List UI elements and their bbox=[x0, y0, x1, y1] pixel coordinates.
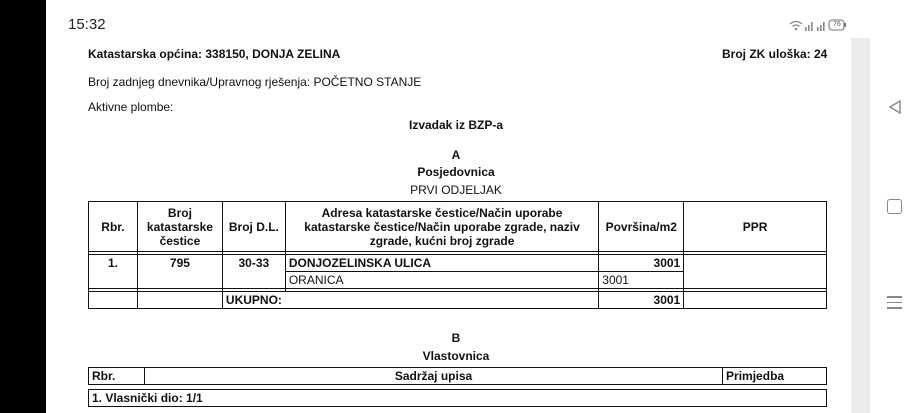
cell-cestica: 795 bbox=[137, 255, 222, 289]
dnevnik-line: Broj zadnjeg dnevnika/Upravnog rješenja: POČETNO STANJE bbox=[88, 75, 422, 89]
col-povrsina: Površina/m2 bbox=[599, 202, 684, 252]
section-b-letter: B bbox=[451, 331, 461, 345]
section-b-title: Vlastovnica bbox=[422, 349, 490, 363]
aktivne-plombe: Aktivne plombe: bbox=[88, 100, 174, 114]
document-view[interactable] bbox=[46, 38, 851, 413]
ukupno-label: UKUPNO: bbox=[222, 292, 598, 309]
cell-ppr bbox=[684, 255, 827, 289]
col-ppr: PPR bbox=[684, 202, 827, 252]
table-header-row bbox=[89, 202, 827, 252]
cell-povrsina: 3001 bbox=[599, 255, 684, 272]
col-rbr: Rbr. bbox=[89, 368, 145, 385]
cell-nacin: ORANICA bbox=[285, 272, 598, 289]
vlastovnica-body bbox=[88, 389, 827, 407]
col-primjedba: Primjedba bbox=[723, 368, 827, 385]
katastarska-opcina: Katastarska općina: 338150, DONJA ZELINA bbox=[88, 47, 341, 61]
vlasnicki-dio: 1. Vlasnički dio: 1/1 bbox=[89, 390, 827, 407]
ukupno-row bbox=[89, 292, 827, 309]
wifi-dot-icon bbox=[795, 28, 798, 31]
posjedovnica-table bbox=[88, 201, 827, 309]
back-icon[interactable] bbox=[887, 99, 903, 115]
recent-apps-icon[interactable] bbox=[887, 296, 902, 313]
section-a-title: Posjedovnica bbox=[417, 165, 495, 179]
vlastovnica-table bbox=[88, 367, 827, 385]
table-row bbox=[89, 390, 827, 407]
table-header-row bbox=[89, 368, 827, 385]
cell-rbr: 1. bbox=[89, 255, 138, 289]
page-edge-scroll bbox=[851, 38, 870, 413]
col-broj-cestice: Broj katastarske čestice bbox=[137, 202, 222, 252]
izvadak-title: Izvadak iz BZP-a bbox=[408, 118, 504, 132]
status-time: 15:32 bbox=[68, 16, 106, 33]
signal-icon bbox=[805, 22, 825, 31]
section-a-letter: A bbox=[451, 148, 461, 162]
table-row bbox=[89, 255, 827, 272]
wifi-icon bbox=[790, 22, 802, 27]
home-icon[interactable] bbox=[887, 199, 902, 214]
status-bar bbox=[46, 0, 870, 40]
cell-adresa: DONJOZELINSKA ULICA bbox=[285, 255, 598, 272]
zk-uloska: Broj ZK uloška: 24 bbox=[722, 47, 828, 61]
left-edge-bar bbox=[0, 0, 46, 413]
col-broj-dl: Broj D.L. bbox=[222, 202, 285, 252]
col-adresa: Adresa katastarske čestice/Način uporabe katastarske čestice/Način uporabe zgrade, naziv zgrade, kućni broj zgrade bbox=[285, 202, 598, 252]
cell-povrsina-sub: 3001 bbox=[599, 272, 684, 289]
phone-screen bbox=[46, 0, 870, 413]
cell-dl: 30-33 bbox=[222, 255, 285, 289]
col-rbr: Rbr. bbox=[89, 202, 138, 252]
ukupno-value: 3001 bbox=[599, 292, 684, 309]
section-a-subtitle: PRVI ODJELJAK bbox=[410, 183, 502, 197]
battery-level: 76 bbox=[833, 21, 841, 28]
col-sadrzaj: Sadržaj upisa bbox=[144, 368, 722, 385]
